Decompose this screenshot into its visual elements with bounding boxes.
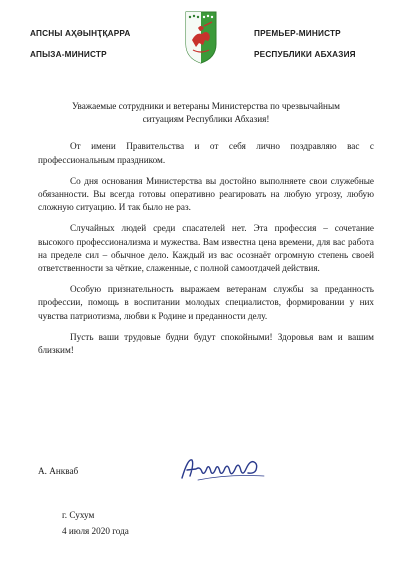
- handwritten-signature: [178, 454, 268, 484]
- letterhead-right-line1: ПРЕМЬЕР-МИНИСТР: [254, 29, 341, 38]
- paragraph-2: Со дня основания Министерства вы достойно выполняете свои служебные обязанности. Вы всегда готовы оперативно реагировать на любую угрозу, любую сложную ситуацию. И так было не раз.: [38, 175, 374, 213]
- paragraph-3: Случайных людей среди спасателей нет. Эта профессия – сочетание высокого профессионализма и мужества. Вам известна цена времени, для вас работа на пределе сил – обычное дело. Каждый из вас осознаёт огромную степень своей ответственности за чёткие, слаженные, с полной самоотдачей действия.: [38, 223, 374, 274]
- place-date: [62, 507, 129, 539]
- letter-body: [38, 100, 374, 363]
- letterhead-right: [254, 23, 356, 65]
- abkhazia-coat-of-arms-icon: [184, 10, 218, 65]
- paragraph-1: От имени Правительства и от себя лично поздравляю вас с профессиональным праздником.: [38, 141, 374, 165]
- date: 4 июля 2020 года: [62, 526, 129, 536]
- salutation: Уважаемые сотрудники и ветераны Министерства по чрезвычайным ситуациям Республики Абхазия!: [72, 101, 340, 125]
- signature-block: [38, 458, 374, 488]
- letterhead-left: [30, 23, 130, 65]
- paragraph-5: Пусть ваши трудовые будни будут спокойными! Здоровья вам и вашим близким!: [38, 331, 374, 356]
- letterhead: [0, 10, 400, 70]
- letterhead-left-line1: АПСНЫ АҲӘЫНҬҚАРРА: [30, 29, 131, 38]
- letterhead-right-line2: РЕСПУБЛИКИ АБХАЗИЯ: [254, 50, 356, 59]
- paragraph-4: Особую признательность выражаем ветеранам службы за преданность профессии, помощь в воспитании молодых специалистов, формировании у них чувства патриотизма, любви к Родине и преданности делу.: [38, 284, 374, 321]
- letterhead-left-line2: АПЫЗА-МИНИСТР: [30, 50, 107, 59]
- signer-name: А. Анкваб: [38, 466, 79, 476]
- place: г. Сухум: [62, 510, 95, 520]
